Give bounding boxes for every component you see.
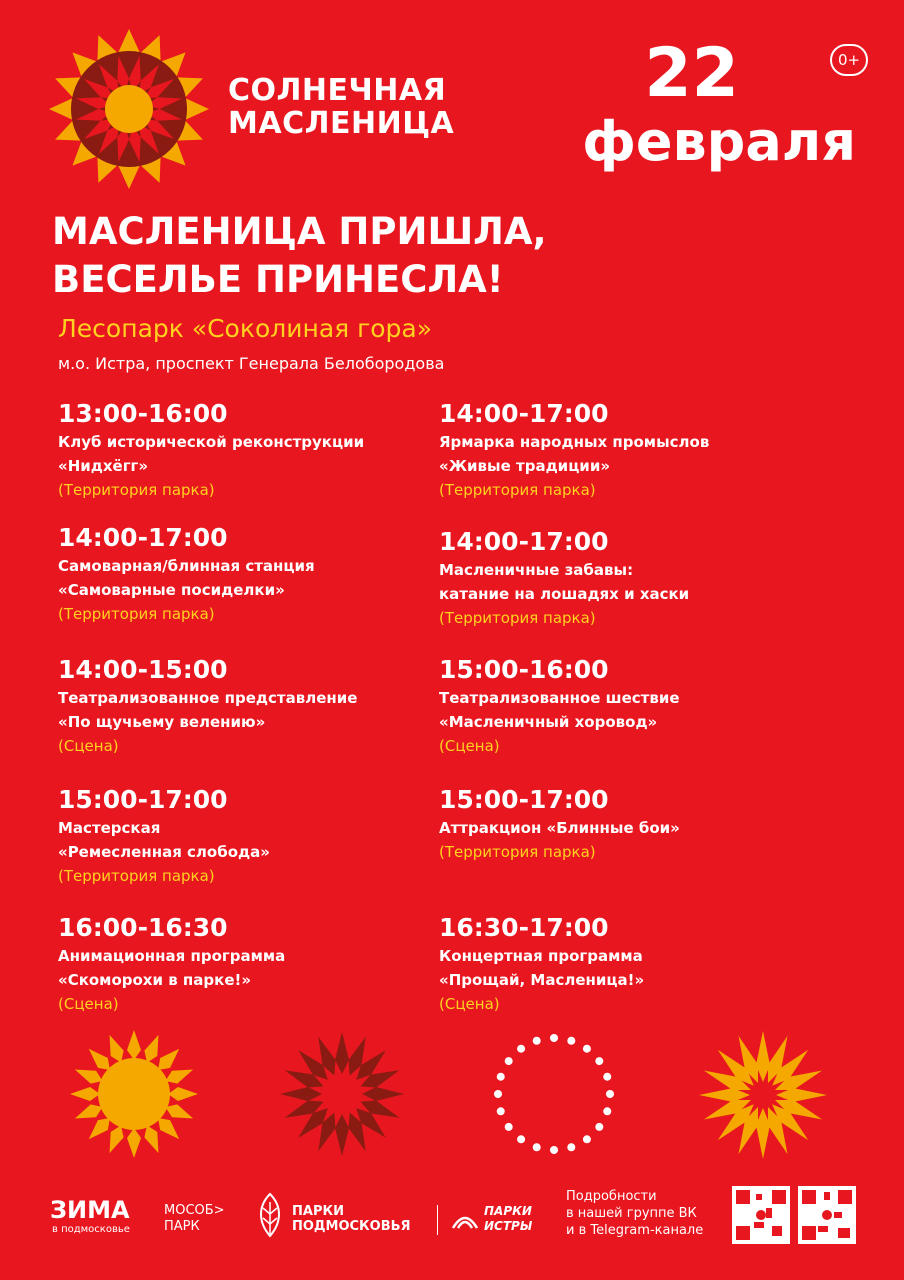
age-rating-badge: 0+ bbox=[830, 44, 868, 76]
event-description: Масленичные забавы: катание на лошадях и хаски bbox=[439, 561, 690, 603]
event-item bbox=[58, 912, 438, 1016]
zima-logo-subtitle: в подмосковье bbox=[52, 1224, 130, 1235]
event-description: Ярмарка народных промыслов «Живые традиции» bbox=[439, 433, 710, 475]
headline: МАСЛЕНИЦА ПРИШЛА, ВЕСЕЛЬЕ ПРИНЕСЛА! bbox=[52, 210, 547, 301]
event-location: (Сцена) bbox=[58, 737, 119, 755]
mosobpark-logo: МОСОБ> ПАРК bbox=[164, 1203, 225, 1234]
event-item bbox=[58, 398, 438, 502]
parks-leaf-icon bbox=[254, 1192, 286, 1238]
venue-address: м.о. Истра, проспект Генерала Белобородова bbox=[58, 354, 445, 373]
event-location: (Территория парка) bbox=[58, 867, 215, 885]
event-time: 15:00-17:00 bbox=[58, 785, 228, 814]
parki-istry-logo: ПАРКИ ИСТРЫ bbox=[484, 1204, 533, 1233]
parki-istry-icon bbox=[450, 1204, 480, 1234]
event-location: (Территория парка) bbox=[58, 481, 215, 499]
date-day: 22 bbox=[644, 34, 739, 113]
event-item bbox=[439, 654, 819, 758]
event-description: Театрализованное шествие «Масленичный хоровод» bbox=[439, 689, 680, 731]
qr-code-telegram[interactable] bbox=[732, 1186, 790, 1244]
event-description: Театрализованное представление «По щучьему велению» bbox=[58, 689, 358, 731]
divider bbox=[437, 1205, 438, 1235]
event-item bbox=[58, 784, 438, 888]
sun-dots-icon bbox=[490, 1030, 618, 1158]
event-item bbox=[58, 522, 438, 626]
event-description: Самоварная/блинная станция «Самоварные посиделки» bbox=[58, 557, 315, 599]
event-description: Клуб исторической реконструкции «Нидхёгг» bbox=[58, 433, 365, 475]
event-time: 14:00-17:00 bbox=[58, 523, 228, 552]
event-time: 16:00-16:30 bbox=[58, 913, 228, 942]
event-item bbox=[439, 526, 819, 630]
event-description: Аттракцион «Блинные бои» bbox=[439, 819, 680, 837]
date-month: февраля bbox=[582, 110, 856, 173]
sun-darkred-icon bbox=[278, 1030, 406, 1158]
event-item bbox=[439, 398, 819, 502]
event-location: (Территория парка) bbox=[439, 843, 596, 861]
sun-orange-rays-icon bbox=[696, 1028, 830, 1162]
event-time: 13:00-16:00 bbox=[58, 399, 228, 428]
event-description: Концертная программа «Прощай, Масленица!» bbox=[439, 947, 645, 989]
event-description: Анимационная программа «Скоморохи в парке!» bbox=[58, 947, 286, 989]
event-time: 15:00-17:00 bbox=[439, 785, 609, 814]
event-item bbox=[439, 912, 819, 1016]
event-item bbox=[439, 784, 819, 864]
event-time: 16:30-17:00 bbox=[439, 913, 609, 942]
qr-code-vk[interactable] bbox=[798, 1186, 856, 1244]
event-item bbox=[58, 654, 438, 758]
event-location: (Территория парка) bbox=[439, 481, 596, 499]
venue-name: Лесопарк «Соколиная гора» bbox=[58, 314, 433, 343]
sun-logo-icon bbox=[48, 28, 210, 190]
details-text: Подробности в нашей группе ВК и в Telegram-канале bbox=[566, 1189, 704, 1238]
event-time: 14:00-15:00 bbox=[58, 655, 228, 684]
parki-podmoskovya-logo: ПАРКИ ПОДМОСКОВЬЯ bbox=[292, 1204, 411, 1234]
event-title: СОЛНЕЧНАЯ МАСЛЕНИЦА bbox=[228, 73, 455, 141]
sun-orange-icon bbox=[68, 1028, 200, 1160]
event-location: (Сцена) bbox=[439, 737, 500, 755]
event-location: (Сцена) bbox=[58, 995, 119, 1013]
event-time: 15:00-16:00 bbox=[439, 655, 609, 684]
event-location: (Сцена) bbox=[439, 995, 500, 1013]
event-description: Мастерская «Ремесленная слобода» bbox=[58, 819, 270, 861]
event-time: 14:00-17:00 bbox=[439, 527, 609, 556]
event-time: 14:00-17:00 bbox=[439, 399, 609, 428]
zima-logo: ЗИМА bbox=[50, 1196, 130, 1224]
event-location: (Территория парка) bbox=[439, 609, 596, 627]
event-location: (Территория парка) bbox=[58, 605, 215, 623]
